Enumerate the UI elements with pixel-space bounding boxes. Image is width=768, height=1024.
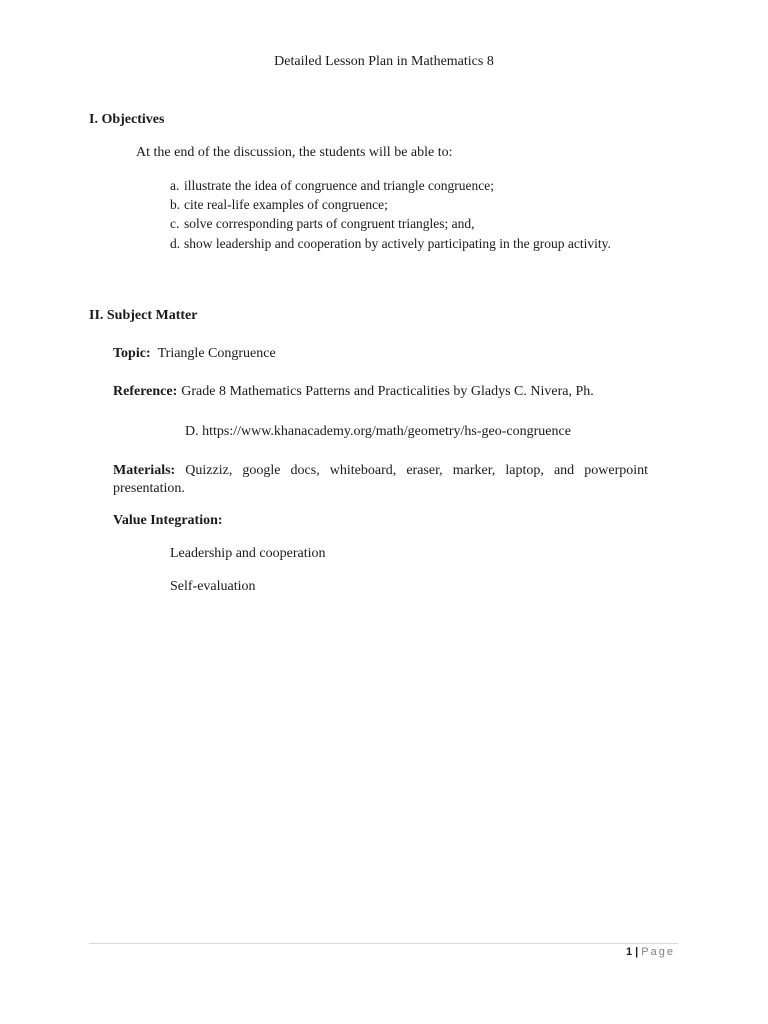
objectives-heading: I. Objectives (89, 112, 165, 127)
objective-item (170, 236, 611, 252)
value-item: Self-evaluation (170, 579, 256, 594)
topic-line (113, 346, 276, 362)
objective-item (170, 216, 475, 232)
topic-value: Triangle Congruence (157, 346, 276, 361)
objective-letter: d. (170, 236, 181, 251)
page-number: 1 (625, 946, 633, 958)
objective-text: show leadership and cooperation by actively participating in the group activity. (184, 236, 611, 251)
objective-letter: a. (170, 178, 180, 193)
objectives-intro: At the end of the discussion, the students will be able to: (136, 145, 453, 160)
objective-letter: c. (170, 216, 180, 231)
reference-label: Reference: (113, 384, 178, 399)
value-item: Leadership and cooperation (170, 546, 326, 561)
materials-paragraph (113, 462, 648, 498)
objective-text: illustrate the idea of congruence and triangle congruence; (184, 178, 494, 193)
objective-letter: b. (170, 197, 181, 212)
page-word: Page (641, 946, 675, 958)
materials-value: Quizziz, google docs, whiteboard, eraser, marker, laptop, and powerpoint (185, 463, 649, 478)
objective-item (170, 178, 494, 194)
document-title: Detailed Lesson Plan in Mathematics 8 (274, 54, 494, 69)
reference-link: D. https://www.khanacademy.org/math/geometry/hs-geo-congruence (185, 424, 571, 439)
subject-matter-heading: II. Subject Matter (89, 308, 198, 323)
materials-line-2: presentation. (113, 481, 185, 496)
objective-text: cite real-life examples of congruence; (184, 197, 388, 212)
page-footer (626, 946, 675, 958)
materials-line-1 (113, 462, 648, 480)
materials-label: Materials: (113, 463, 176, 478)
topic-label: Topic: (113, 346, 151, 361)
reference-line (113, 384, 594, 400)
footer-separator: | (635, 946, 639, 958)
objective-text: solve corresponding parts of congruent triangles; and, (184, 216, 475, 231)
reference-value: Grade 8 Mathematics Patterns and Practicalities by Gladys C. Nivera, Ph. (181, 384, 594, 399)
objective-item (170, 197, 388, 213)
value-integration-label: Value Integration: (113, 513, 223, 528)
footer-divider (89, 943, 678, 944)
